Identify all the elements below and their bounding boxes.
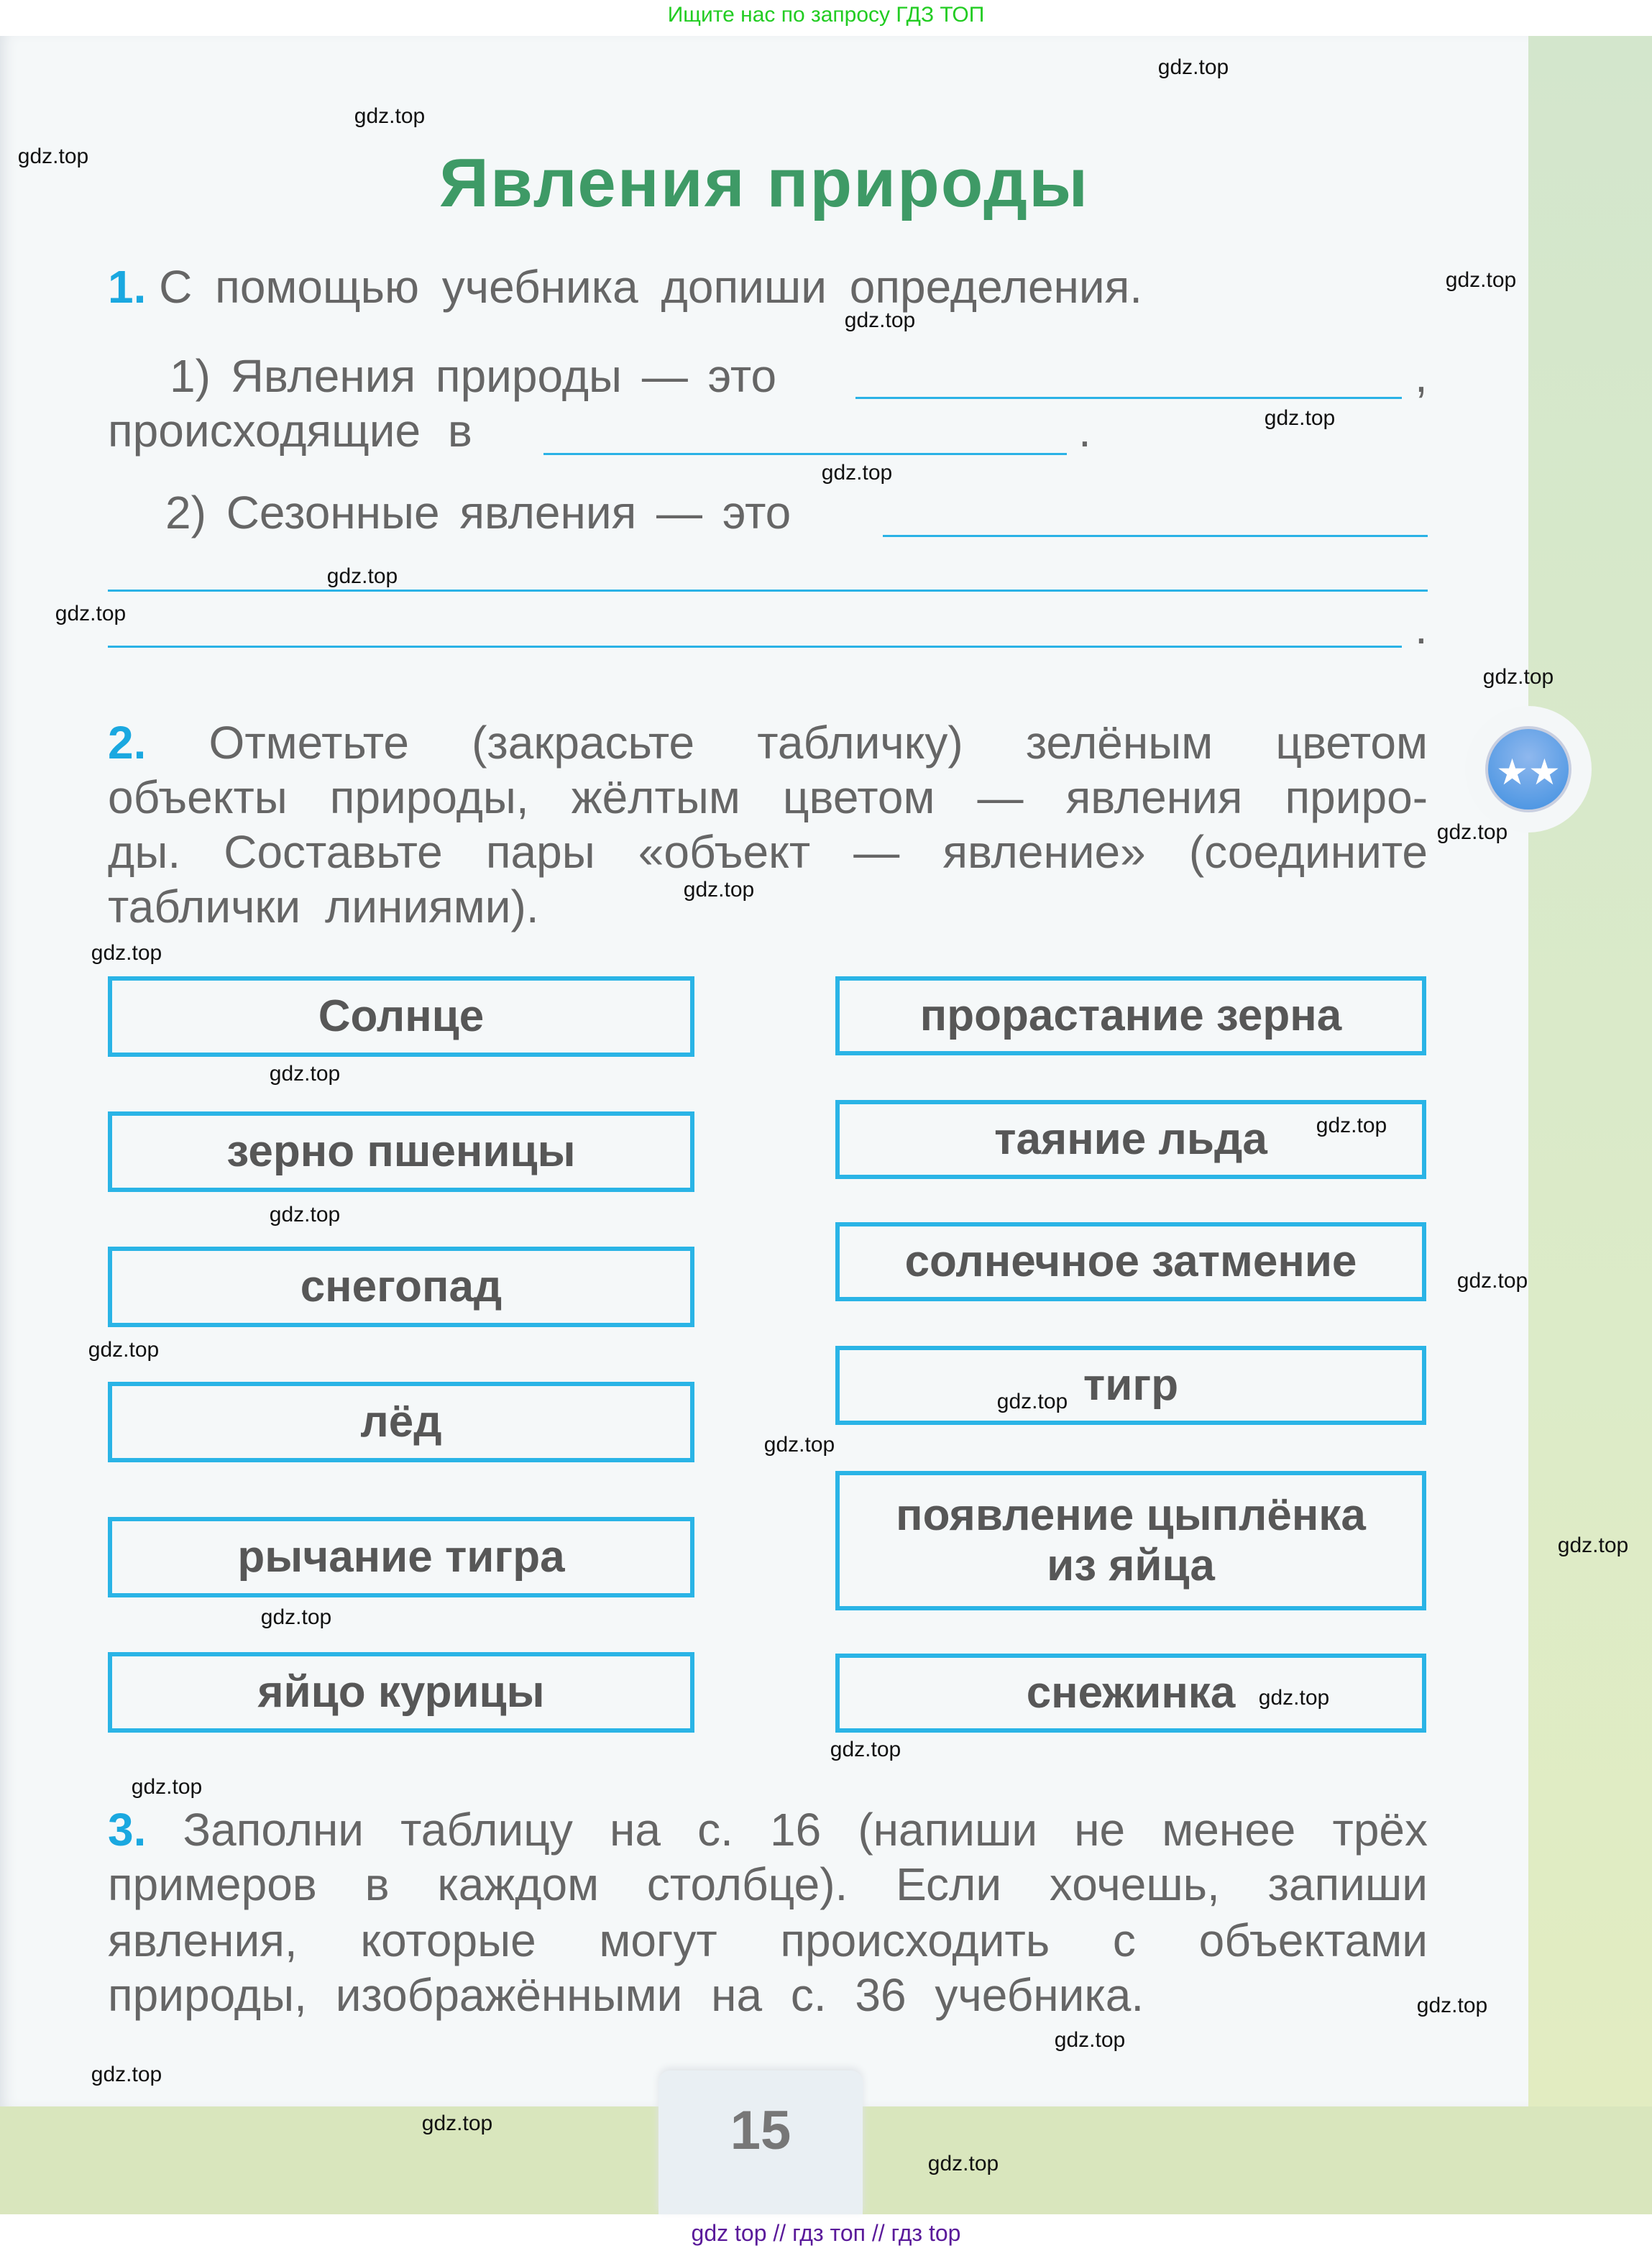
task3-line: явления, которые могут происходить с объектами xyxy=(108,1915,1428,1966)
task1-item1-label-2: происходящие в xyxy=(108,405,472,457)
watermark: gdz.top xyxy=(91,941,162,965)
top-banner-text[interactable]: Ищите нас по запросу ГДЗ ТОП xyxy=(667,3,985,27)
watermark: gdz.top xyxy=(260,1605,332,1629)
object-card-tiger-roar[interactable]: рычание тигра xyxy=(108,1517,694,1597)
card-snowflake[interactable]: снежинка xyxy=(835,1654,1426,1733)
answer-line[interactable] xyxy=(543,453,1067,455)
task2-line: ды. Составьте пары «объект — явление» (соедините xyxy=(108,826,1428,878)
watermark: gdz.top xyxy=(55,602,127,625)
task-number: 1. xyxy=(108,261,147,313)
object-card-chicken-egg[interactable]: яйцо курицы xyxy=(108,1652,694,1733)
watermark: gdz.top xyxy=(996,1390,1068,1413)
watermark: gdz.top xyxy=(354,104,426,128)
punctuation: . xyxy=(1415,602,1428,654)
watermark: gdz.top xyxy=(1157,55,1229,79)
watermark: gdz.top xyxy=(1054,2028,1126,2052)
two-stars-icon: ★★ xyxy=(1485,726,1571,812)
watermark: gdz.top xyxy=(1436,820,1508,844)
watermark: gdz.top xyxy=(326,564,398,588)
watermark: gdz.top xyxy=(1456,1269,1528,1293)
watermark: gdz.top xyxy=(421,2111,493,2135)
task3-line xyxy=(108,1803,1428,1856)
punctuation: . xyxy=(1078,405,1091,457)
card-ice-melting[interactable]: таяние льда xyxy=(835,1100,1426,1179)
bottom-banner-text[interactable]: gdz top // гдз топ // гдз top xyxy=(691,2220,961,2246)
watermark: gdz.top xyxy=(1416,1994,1488,2017)
watermark: gdz.top xyxy=(1258,1686,1330,1710)
workbook-page xyxy=(0,36,1528,2106)
task3-text: Заполни таблицу на с. 16 (напиши не менее трёх xyxy=(183,1804,1428,1856)
task-number: 3. xyxy=(108,1804,147,1856)
watermark: gdz.top xyxy=(17,145,89,168)
watermark: gdz.top xyxy=(269,1062,341,1086)
watermark: gdz.top xyxy=(821,461,893,485)
task2-line xyxy=(108,716,1428,769)
card-tiger[interactable]: тигр xyxy=(835,1346,1426,1425)
page-number: 15 xyxy=(730,2100,791,2161)
task1-item2-label: 2) Сезонные явления — это xyxy=(165,487,791,538)
watermark: gdz.top xyxy=(844,308,916,332)
watermark: gdz.top xyxy=(1264,406,1336,430)
object-card-snowfall[interactable]: снегопад xyxy=(108,1247,694,1327)
task1-text: С помощью учебника допиши определения. xyxy=(159,261,1143,313)
watermark: gdz.top xyxy=(683,878,755,902)
task-number: 2. xyxy=(108,717,147,769)
task1-item1-label: 1) Явления природы — это xyxy=(170,350,777,402)
object-card-wheat-grain[interactable]: зерно пшеницы xyxy=(108,1111,694,1192)
right-decor-strip xyxy=(1528,36,1652,2214)
watermark: gdz.top xyxy=(91,2063,162,2086)
task2-line: объекты природы, жёлтым цветом — явления приро- xyxy=(108,771,1428,823)
card-grain-sprouting[interactable]: прорастание зерна xyxy=(835,976,1426,1055)
page-title: Явления природы xyxy=(439,145,1090,221)
card-chick-hatching[interactable]: появление цыплёнка из яйца xyxy=(835,1471,1426,1610)
watermark: gdz.top xyxy=(88,1338,160,1362)
task3-line: примеров в каждом столбце). Если хочешь, запиши xyxy=(108,1858,1428,1910)
top-banner xyxy=(0,0,1652,36)
watermark: gdz.top xyxy=(830,1738,901,1761)
watermark: gdz.top xyxy=(1316,1114,1387,1137)
answer-line[interactable] xyxy=(855,397,1402,399)
object-card-sun[interactable]: Солнце xyxy=(108,976,694,1057)
answer-line[interactable] xyxy=(108,590,1428,592)
task3-line: природы, изображёнными на с. 36 учебника. xyxy=(108,1969,1144,2021)
task1-heading xyxy=(108,260,1142,313)
watermark: gdz.top xyxy=(269,1203,341,1226)
bottom-banner xyxy=(0,2214,1652,2256)
answer-line[interactable] xyxy=(883,535,1428,537)
task2-line: таблички линиями). xyxy=(108,881,539,932)
watermark: gdz.top xyxy=(1445,268,1517,292)
punctuation: , xyxy=(1415,350,1428,402)
watermark: gdz.top xyxy=(927,2152,999,2175)
page-number-tab xyxy=(658,2071,863,2214)
difficulty-badge xyxy=(1465,706,1592,833)
card-solar-eclipse[interactable]: солнечное затмение xyxy=(835,1222,1426,1301)
answer-line[interactable] xyxy=(108,646,1402,648)
watermark: gdz.top xyxy=(131,1775,203,1799)
task2-text: Отметьте (закрасьте табличку) зелёным цветом xyxy=(208,717,1428,769)
watermark: gdz.top xyxy=(763,1433,835,1457)
watermark: gdz.top xyxy=(1482,665,1554,689)
watermark: gdz.top xyxy=(1557,1533,1629,1557)
object-card-ice[interactable]: лёд xyxy=(108,1382,694,1462)
